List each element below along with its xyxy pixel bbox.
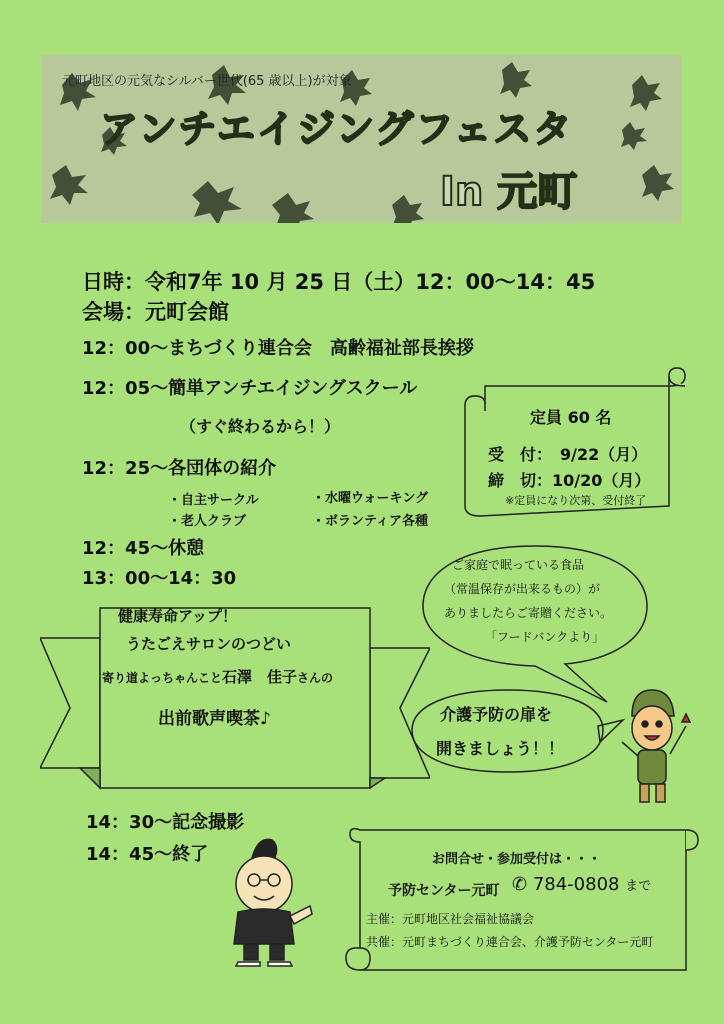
care-line-1: 介護予防の扉を — [440, 705, 553, 724]
schedule-item-2-note: （すぐ終わるから！） — [180, 417, 341, 436]
accept-date: 受 付： 9/22（月） — [488, 445, 648, 464]
salon-ribbon — [40, 598, 430, 798]
cohost-organizer: 共催：元町まちづくり連合会、介護予防センター元町 — [366, 935, 654, 949]
food-line-2: （常温保存が出来るもの）が — [444, 582, 601, 596]
datetime: 日時：令和7年 10 月 25 日（土）12：00～14：45 — [82, 270, 596, 294]
schedule-item-7: 14：45～終了 — [86, 844, 209, 865]
capacity: 定員 60 名 — [530, 408, 612, 427]
deadline-date: 締 切：10/20（月） — [488, 471, 651, 490]
phone-icon: ✆ — [512, 874, 528, 895]
audience-text: 元町地区の元気なシルバー世代(65 歳以上)が対象 — [62, 74, 352, 89]
contact-scroll — [336, 820, 706, 980]
schedule-item-5: 13：00～14：30 — [82, 568, 237, 589]
food-line-1: ご家庭で眠っている食品 — [452, 558, 585, 572]
contact-org: 予防センター元町 — [388, 883, 500, 899]
salon-line-3 — [102, 666, 333, 687]
schedule-item-6: 14：30～記念撮影 — [86, 812, 245, 833]
food-line-4: 「フードバンクより」 — [485, 630, 605, 644]
group-item: ・老人クラブ — [168, 514, 247, 529]
food-line-3: ありましたらご寄贈ください。 — [444, 606, 613, 620]
venue: 会場：元町会館 — [82, 300, 229, 324]
performer-name: 石澤 佳子 — [222, 668, 298, 686]
salon-line-2: うたごえサロンのつどい — [126, 635, 292, 653]
salon-line-1: 健康寿命アップ！ — [118, 607, 237, 625]
schedule-item-2: 12：05～簡単アンチエイジングスクール — [82, 378, 418, 399]
care-line-2: 開きましょう！！ — [436, 739, 565, 758]
salon-line-4: 出前歌声喫茶♪ — [158, 709, 271, 729]
character-icon — [218, 836, 314, 968]
event-title: アンチエイジングフェスタ — [100, 107, 574, 151]
host-organizer: 主催：元町地区社会福祉協議会 — [366, 912, 535, 926]
schedule-item-1: 12：00～まちづくり連合会 高齢福祉部長挨拶 — [82, 338, 474, 359]
schedule-item-3: 12：25～各団体の紹介 — [82, 458, 277, 479]
salon-line-3-post: さんの — [297, 671, 334, 685]
mascot-icon — [612, 686, 696, 810]
phone-number: 784-0808 — [532, 874, 620, 895]
phone-row — [512, 874, 651, 895]
phone-suffix: まで — [625, 879, 652, 894]
event-subtitle: In 元町 — [440, 169, 578, 215]
salon-line-3-pre: 寄り道よっちゃんこと — [102, 671, 223, 685]
group-item: ・水曜ウォーキング — [312, 491, 429, 506]
care-bubble — [408, 686, 628, 776]
group-item: ・自主サークル — [168, 493, 259, 508]
contact-heading: お問合せ・参加受付は・・・ — [432, 852, 602, 867]
capacity-note: ※定員になり次第、受付終了 — [505, 494, 647, 507]
schedule-item-4: 12：45～休憩 — [82, 538, 205, 559]
group-item: ・ボランティア各種 — [312, 514, 428, 529]
